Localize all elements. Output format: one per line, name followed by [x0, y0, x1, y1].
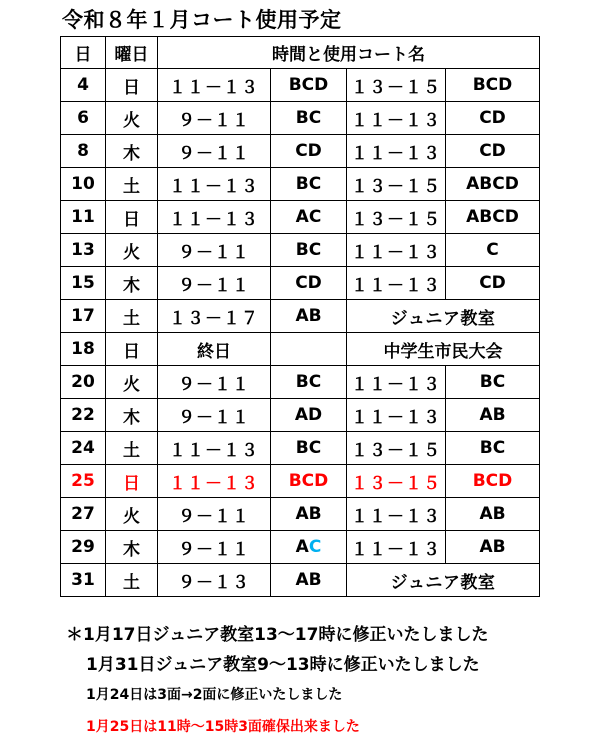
courts-1: AD	[271, 399, 347, 432]
court-letter: A	[295, 537, 309, 557]
courts-1: BC	[271, 432, 347, 465]
time-slot-2: １３－１５	[347, 201, 446, 234]
courts-2: BCD	[446, 465, 540, 498]
weekday-cell: 木	[106, 135, 158, 168]
courts-2: BC	[446, 366, 540, 399]
time-slot-2: １１－１３	[347, 234, 446, 267]
day-cell: 24	[61, 432, 106, 465]
header-times-courts: 時間と使用コート名	[158, 37, 540, 69]
time-slot-1: １１－１３	[158, 69, 271, 102]
weekday-cell: 土	[106, 168, 158, 201]
courts-2: CD	[446, 267, 540, 300]
table-row	[61, 366, 540, 399]
time-slot-2: １１－１３	[347, 399, 446, 432]
note-line: ＊1月17日ジュニア教室13～17時に修正いたしました	[66, 625, 489, 645]
courts-1: CD	[271, 267, 347, 300]
table-row	[61, 399, 540, 432]
page-title: 令和８年１月コート使用予定	[62, 8, 342, 32]
court-letter-highlighted: C	[308, 537, 322, 557]
weekday-cell: 日	[106, 465, 158, 498]
day-cell: 15	[61, 267, 106, 300]
court-schedule-table	[60, 36, 540, 597]
table-row	[61, 333, 540, 366]
event-cell: ジュニア教室	[347, 564, 540, 597]
day-cell: 8	[61, 135, 106, 168]
weekday-cell: 日	[106, 201, 158, 234]
courts-2: C	[446, 234, 540, 267]
table-row	[61, 168, 540, 201]
courts-1: BC	[271, 234, 347, 267]
courts-1: BCD	[271, 465, 347, 498]
weekday-cell: 木	[106, 267, 158, 300]
time-slot-2: １３－１５	[347, 168, 446, 201]
time-slot-1: ９－１１	[158, 366, 271, 399]
day-cell: 29	[61, 531, 106, 564]
table-row	[61, 267, 540, 300]
courts-2: ABCD	[446, 201, 540, 234]
day-cell: 11	[61, 201, 106, 234]
time-slot-1: ９－１１	[158, 135, 271, 168]
courts-1: AC	[271, 201, 347, 234]
weekday-cell: 日	[106, 69, 158, 102]
day-cell: 27	[61, 498, 106, 531]
weekday-cell: 木	[106, 531, 158, 564]
time-slot-1: １３－１７	[158, 300, 271, 333]
time-slot-2: １１－１３	[347, 531, 446, 564]
courts-1: BC	[271, 366, 347, 399]
courts-2: CD	[446, 135, 540, 168]
day-cell: 17	[61, 300, 106, 333]
time-slot-1: １１－１３	[158, 168, 271, 201]
weekday-cell: 火	[106, 366, 158, 399]
courts-2: BC	[446, 432, 540, 465]
table-row	[61, 432, 540, 465]
day-cell: 4	[61, 69, 106, 102]
day-cell: 20	[61, 366, 106, 399]
time-slot-2: １３－１５	[347, 69, 446, 102]
weekday-cell: 土	[106, 432, 158, 465]
table-row	[61, 102, 540, 135]
weekday-cell: 火	[106, 234, 158, 267]
courts-2: CD	[446, 102, 540, 135]
time-slot-2: １１－１３	[347, 135, 446, 168]
time-slot-1: １１－１３	[158, 465, 271, 498]
weekday-cell: 火	[106, 498, 158, 531]
table-row	[61, 531, 540, 564]
time-slot-2: １３－１５	[347, 432, 446, 465]
header-row	[61, 37, 540, 69]
day-cell: 18	[61, 333, 106, 366]
day-cell: 10	[61, 168, 106, 201]
time-slot-2: １１－１３	[347, 498, 446, 531]
header-day: 日	[61, 37, 106, 69]
table-row	[61, 135, 540, 168]
courts-1: AB	[271, 300, 347, 333]
day-cell: 13	[61, 234, 106, 267]
table-row	[61, 300, 540, 333]
courts-1: BCD	[271, 69, 347, 102]
time-slot-1: ９－１１	[158, 234, 271, 267]
header-weekday: 曜日	[106, 37, 158, 69]
time-slot-2: １３－１５	[347, 465, 446, 498]
courts-1: CD	[271, 135, 347, 168]
time-slot-1: ９－１１	[158, 267, 271, 300]
time-slot-1: ９－１１	[158, 102, 271, 135]
weekday-cell: 土	[106, 564, 158, 597]
weekday-cell: 火	[106, 102, 158, 135]
time-slot-2: １１－１３	[347, 267, 446, 300]
note-line-highlighted: 1月25日は11時～15時3面確保出来ました	[86, 719, 360, 735]
courts-2: AB	[446, 531, 540, 564]
time-slot-1: 終日	[158, 333, 271, 366]
courts-1: BC	[271, 168, 347, 201]
table-row	[61, 201, 540, 234]
table-row	[61, 234, 540, 267]
note-line: 1月31日ジュニア教室9～13時に修正いたしました	[86, 655, 480, 675]
day-cell: 6	[61, 102, 106, 135]
courts-1: AB	[271, 498, 347, 531]
table-row	[61, 564, 540, 597]
day-cell: 31	[61, 564, 106, 597]
note-line: 1月24日は3面→2面に修正いたしました	[86, 687, 343, 703]
day-cell: 22	[61, 399, 106, 432]
courts-1: BC	[271, 102, 347, 135]
event-cell: ジュニア教室	[347, 300, 540, 333]
courts-2: AB	[446, 399, 540, 432]
weekday-cell: 土	[106, 300, 158, 333]
weekday-cell: 日	[106, 333, 158, 366]
table-row-highlighted	[61, 465, 540, 498]
courts-1	[271, 531, 347, 564]
time-slot-1: １１－１３	[158, 432, 271, 465]
event-cell: 中学生市民大会	[347, 333, 540, 366]
time-slot-1: ９－１３	[158, 564, 271, 597]
courts-2: ABCD	[446, 168, 540, 201]
weekday-cell: 木	[106, 399, 158, 432]
table-row	[61, 69, 540, 102]
table-row	[61, 498, 540, 531]
time-slot-2: １１－１３	[347, 102, 446, 135]
courts-1	[271, 333, 347, 366]
time-slot-2: １１－１３	[347, 366, 446, 399]
time-slot-1: １１－１３	[158, 201, 271, 234]
time-slot-1: ９－１１	[158, 498, 271, 531]
time-slot-1: ９－１１	[158, 531, 271, 564]
courts-1: AB	[271, 564, 347, 597]
day-cell: 25	[61, 465, 106, 498]
time-slot-1: ９－１１	[158, 399, 271, 432]
courts-2: AB	[446, 498, 540, 531]
courts-2: BCD	[446, 69, 540, 102]
